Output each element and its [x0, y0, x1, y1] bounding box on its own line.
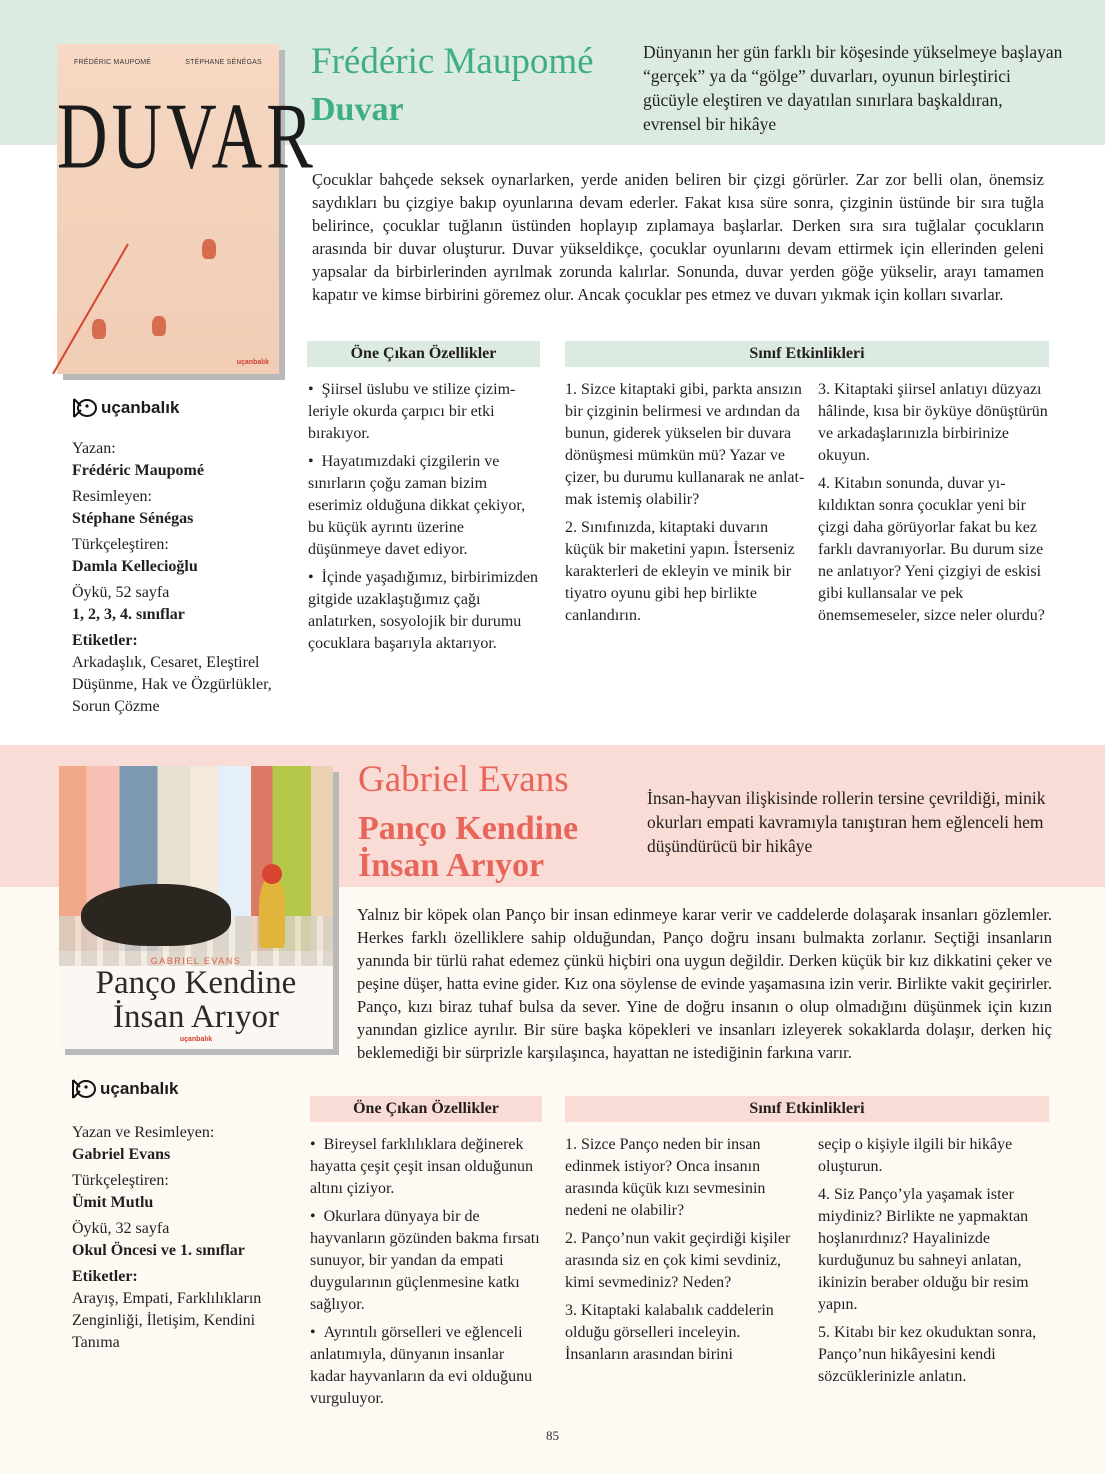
meta-value: Stéphane Sénégas: [72, 510, 194, 527]
page-number: 85: [546, 1428, 559, 1443]
features-list: [308, 379, 540, 661]
cover-dog: [81, 884, 231, 946]
cover-author: GABRIEL EVANS: [150, 956, 242, 966]
author-name: Gabriel Evans: [358, 759, 569, 800]
book-tagline: Dünyanın her gün farklı bir köşesinde yükselmeye başlayan “gerçek” ya da “gölge” duvarları, oyunun birleştirici gücüyle eleştiren ve dayatılan sınırlara başkaldıran, evrensel bir hikâye: [643, 42, 1063, 134]
book-cover-panco: [59, 766, 333, 1049]
meta-value: Okul Öncesi ve 1. sınıflar: [72, 1242, 245, 1259]
book-cover-duvar: [57, 44, 317, 374]
cover-title: DUVAR: [57, 85, 317, 190]
activity-item: 5. Kitabı bir kez okuduktan sonra, Panço’nun hikâyesini kendi sözcüklerinizle anlatın.: [818, 1324, 1037, 1385]
meta-label: Öykü, 32 sayfa: [72, 1220, 170, 1237]
publisher-name: uçanbalık: [100, 1079, 179, 1098]
feature-item: • Hayatımızdaki çizgilerin ve sınırların çoğu zaman bizim eserimiz olduğuna dikkat çekiyor, bu küçük ayrıntı üzerine düşünmeye davet ediyor.: [308, 451, 540, 561]
meta-label: Yazan:: [72, 440, 116, 457]
publisher-logo: [71, 1078, 178, 1100]
meta-label: Etiketler:: [72, 1268, 138, 1285]
activity-item: seçip o kişiyle ilgili bir hikâye oluşturun.: [818, 1136, 1013, 1175]
activity-item: 2. Panço’nun vakit geçirdiği kişiler arasında siz en çok kimi sevdiniz, kimi sevmediniz? Neden?: [565, 1230, 791, 1291]
features-list: [310, 1134, 542, 1416]
meta-tags: Arayış, Empati, Farklılıkların Zenginliği, İletişim, Kendini Tanıma: [72, 1290, 262, 1351]
meta-label: Öykü, 52 sayfa: [72, 584, 170, 601]
book-title: Duvar: [311, 91, 404, 128]
meta-value: Frédéric Maupomé: [72, 462, 204, 479]
cover-publisher: uçanbalık: [179, 1036, 213, 1043]
activity-item: 1. Sizce Panço neden bir insan edinmek istiyor? Onca insanın arasında küçük kızı sevmesinin nedeni ne olabilir?: [565, 1136, 766, 1219]
activity-item: 3. Kitaptaki şiirsel anlatıyı düzyazı hâlinde, kısa bir öyküye dönüştürün ve arkadaşlarınızla birbirinize okuyun.: [818, 381, 1048, 464]
activities-column-2: [818, 1134, 1053, 1394]
meta-value: Ümit Mutlu: [72, 1194, 154, 1211]
cover-title: Panço Kendine İnsan Arıyor: [95, 965, 297, 1035]
feature-item: • Okurlara dünyaya bir de hayvanların gözünden bakma fırsatı sunuyor, bir yandan da empati duygularının güçlenmesine katkı sağlıyor.: [310, 1206, 542, 1316]
cover-girl: [259, 878, 285, 948]
feature-item: • Şiirsel üslubu ve stilize çizimleriyle okurda çarpıcı bir etki bırakıyor.: [308, 379, 540, 445]
features-heading: Öne Çıkan Özellikler: [307, 341, 540, 367]
meta-label: Etiketler:: [72, 632, 138, 649]
author-name: Frédéric Maupomé: [311, 41, 594, 82]
book-meta: [72, 1122, 287, 1358]
book-tagline: İnsan-hayvan ilişkisinde rollerin tersine çevrildiği, minik okurları empati kavramıyla tanıştıran hem eğlenceli hem düşündürücü bir hikâye: [647, 788, 1046, 856]
cover-figure: [202, 239, 216, 259]
publisher-logo: [72, 397, 179, 419]
activities-heading: Sınıf Etkinlikleri: [565, 1096, 1049, 1122]
activities-column-2: [818, 379, 1050, 633]
activities-heading: Sınıf Etkinlikleri: [565, 341, 1049, 367]
activity-item: 4. Siz Panço’yla yaşamak ister miydiniz? Birlikte ne yapmaktan hoşlanırdınız? Hayalinizde kurduğunuz bu sahneyi anlatan, ikinizin beraber olduğu bir resim yapın.: [818, 1186, 1029, 1313]
activity-item: 2. Sınıfınızda, kitaptaki duvarın küçük bir maketini yapın. İsterseniz karakterleri de ekleyin ve minik bir tiyatro oyunu gibi hep birlikte canlandırın.: [565, 519, 795, 624]
meta-value: 1, 2, 3, 4. sınıflar: [72, 606, 185, 623]
activities-column-1: [565, 379, 805, 633]
activity-item: 1. Sizce kitaptaki gibi, parkta ansızın bir çizginin belirmesi ve ardından da bunun, giderek yükselen bir duvara dönüşmesi mümkün mü? Yazar ve çizer, bu durumu kullanarak ne anlatmak istemiş olabilir?: [565, 381, 805, 508]
book-summary: Çocuklar bahçede seksek oynarlarken, yerde aniden beliren bir çizgi görürler. Zar zor belli olan, önemsiz saydıkları bu çizgiye bakıp oyunlarına devam ederler. Fakat kısa süre sonra, çizginin üstünde bir sıra tuğla belirince, çocuklar tuğlanın üstünden hoplayıp zıplamaya başlarlar. Derken sıra sıra tuğlalar çocukların arasında bir duvar oluşturur. Duvar yükseldikçe, çocuklar oyunlarını devam ettirmek için ellerinden geleni yapsalar da birbirlerinden ayrılmak zorunda kalırlar. Sonunda, duvar yerden göğe yükselir, arayı tamamen kapatır ve kimse birbirini göremez olur. Ancak çocuklar pes etmez ve duvarı yıkmak için kolları sıvarlar.: [312, 170, 1044, 304]
meta-label: Türkçeleştiren:: [72, 1172, 169, 1189]
book-meta: [72, 438, 287, 722]
fish-logo-icon: [71, 1078, 97, 1100]
cover-publisher: uçanbalık: [236, 359, 269, 366]
publisher-name: uçanbalık: [101, 398, 180, 417]
activities-column-1: [565, 1134, 805, 1372]
fish-logo-icon: [72, 397, 98, 419]
cover-figure: [92, 319, 106, 339]
feature-item: • Bireysel farklılıklara değinerek hayatta çeşit çeşit insan olduğunun altını çiziyor.: [310, 1134, 542, 1200]
feature-item: • Ayrıntılı görselleri ve eğlenceli anlatımıyla, dünyanın insanlar kadar hayvanların da evi olduğunu vurguluyor.: [310, 1322, 542, 1410]
cover-figure: [152, 316, 166, 336]
meta-value: Damla Kellecioğlu: [72, 558, 198, 575]
meta-label: Resimleyen:: [72, 488, 152, 505]
meta-label: Yazan ve Resimleyen:: [72, 1124, 215, 1141]
book-summary: Yalnız bir köpek olan Panço bir insan edinmeye karar verir ve caddelerde dolaşarak insanları gözlemler. Herkes farklı özelliklere sahip olduğundan, Panço doğru insanı bulmakta zorlanır. Seçtiği insanların yanında bir türlü rahat edemez çünkü hiçbiri ona uygun değildir. Derken küçük bir kız dikkatini çeker ve peşine düşer, hatta evine gider. Kız ona söylense de evinde yaşamasına izin verir. Birlikte vakit geçirirler. Panço, kızı biraz tuhaf bulsa da sever. Yine de doğru insanın o olup olmadığını düşünmek için kızın yanından gizlice ayrılır. Bir süre başka köpekleri ve insanları izleyerek sokaklarda dolaşır, derken hiç beklemediği bir sürprizle karşılaşınca, hayattan ne istediğinin farkına varır.: [357, 905, 1052, 1062]
cover-chalk-line: [52, 244, 129, 375]
activity-item: 3. Kitaptaki kalabalık caddelerin olduğu görselleri inceleyin. İnsanların arasından birini: [565, 1302, 774, 1363]
meta-tags: Arkadaşlık, Cesaret, Eleştirel Düşünme, Hak ve Özgürlükler, Sorun Çözme: [72, 654, 272, 715]
meta-value: Gabriel Evans: [72, 1146, 171, 1163]
feature-item: • İçinde yaşadığımız, birbirimizden gitgide uzaklaştığımız çağı anlatırken, sosyolojik bir durumu çocuklara başarıyla aktarıyor.: [308, 567, 540, 655]
cover-author: FRÉDÉRIC MAUPOMÉ: [74, 59, 152, 66]
book-title-line1: Panço Kendine: [358, 810, 579, 847]
book-title-line2: İnsan Arıyor: [358, 847, 545, 884]
cover-illustrator: STÉPHANE SÉNÉGAS: [185, 59, 262, 66]
activity-item: 4. Kitabın sonunda, duvar yıkıldıktan sonra çocuklar yeni bir çizgi daha görüyorlar fakat bu kez farklı davranıyorlar. Bu durum size ne anlatıyor? Yeni çizgiyi de eskisi gibi kullansalar ve pek önemsemeseler, sizce neler olurdu?: [818, 475, 1045, 624]
meta-label: Türkçeleştiren:: [72, 536, 169, 553]
features-heading: Öne Çıkan Özellikler: [310, 1096, 542, 1122]
